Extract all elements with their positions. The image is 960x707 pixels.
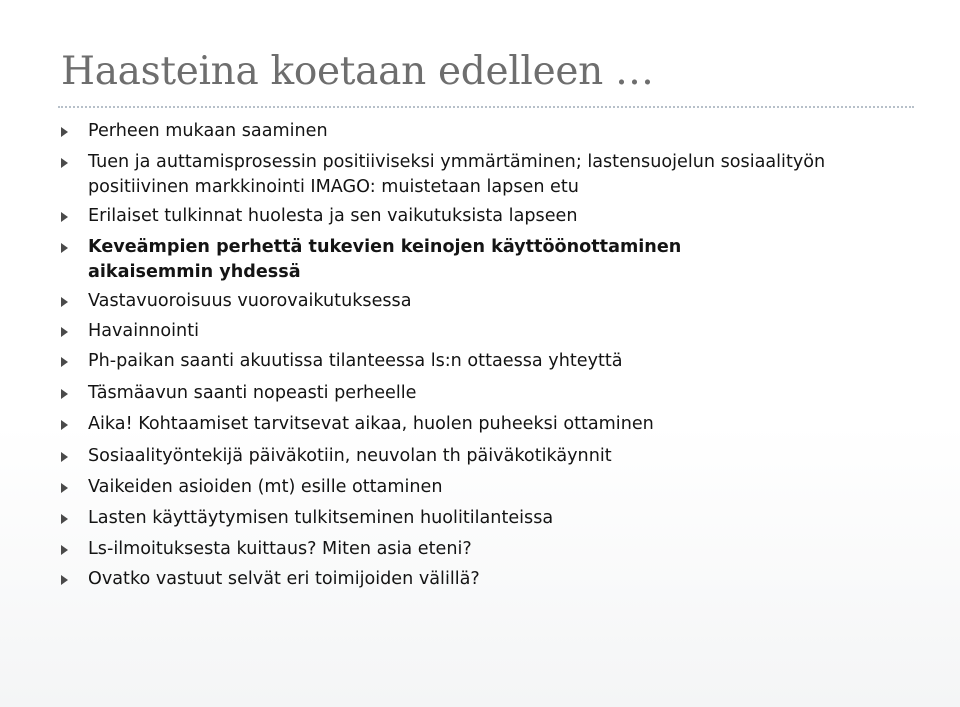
arrow-bullet-icon bbox=[61, 158, 68, 168]
bullet-text: Vastavuoroisuus vuorovaikutuksessa bbox=[88, 291, 412, 311]
arrow-bullet-icon bbox=[61, 127, 68, 137]
arrow-bullet-icon bbox=[61, 327, 68, 337]
arrow-bullet-icon bbox=[61, 420, 68, 430]
arrow-bullet-icon bbox=[61, 389, 68, 399]
bullet-text: Erilaiset tulkinnat huolesta ja sen vaikutuksista lapseen bbox=[88, 206, 578, 226]
arrow-bullet-icon bbox=[61, 514, 68, 524]
bullet-text: Vaikeiden asioiden (mt) esille ottaminen bbox=[88, 477, 443, 497]
bullet-text: Lasten käyttäytymisen tulkitseminen huolitilanteissa bbox=[88, 508, 554, 528]
bullet-text: Täsmäavun saanti nopeasti perheelle bbox=[88, 383, 417, 403]
bullet-text: Havainnointi bbox=[88, 321, 199, 341]
bullet-text: Ls-ilmoituksesta kuittaus? Miten asia eteni? bbox=[88, 539, 472, 559]
slide-title: Haasteina koetaan edelleen … bbox=[61, 49, 654, 94]
bullet-text: Ph-paikan saanti akuutissa tilanteessa ls:n ottaessa yhteyttä bbox=[88, 351, 623, 371]
bullet-text: Keveämpien perhettä tukevien keinojen käyttöönottaminen aikaisemmin yhdessä bbox=[88, 237, 682, 282]
bullet-text: Ovatko vastuut selvät eri toimijoiden välillä? bbox=[88, 569, 480, 589]
bullet-text: Tuen ja auttamisprosessin positiiviseksi ymmärtäminen; lastensuojelun sosiaalityön positiivinen markkinointi IMAGO: muistetaan lapsen etu bbox=[88, 152, 826, 197]
title-divider bbox=[58, 106, 914, 108]
arrow-bullet-icon bbox=[61, 545, 68, 555]
bullet-text: Sosiaalityöntekijä päiväkotiin, neuvolan th päiväkotikäynnit bbox=[88, 446, 612, 466]
arrow-bullet-icon bbox=[61, 243, 68, 253]
arrow-bullet-icon bbox=[61, 483, 68, 493]
arrow-bullet-icon bbox=[61, 452, 68, 462]
arrow-bullet-icon bbox=[61, 575, 68, 585]
arrow-bullet-icon bbox=[61, 357, 68, 367]
arrow-bullet-icon bbox=[61, 212, 68, 222]
arrow-bullet-icon bbox=[61, 297, 68, 307]
bullet-text: Perheen mukaan saaminen bbox=[88, 121, 328, 141]
bullet-text: Aika! Kohtaamiset tarvitsevat aikaa, huolen puheeksi ottaminen bbox=[88, 414, 654, 434]
